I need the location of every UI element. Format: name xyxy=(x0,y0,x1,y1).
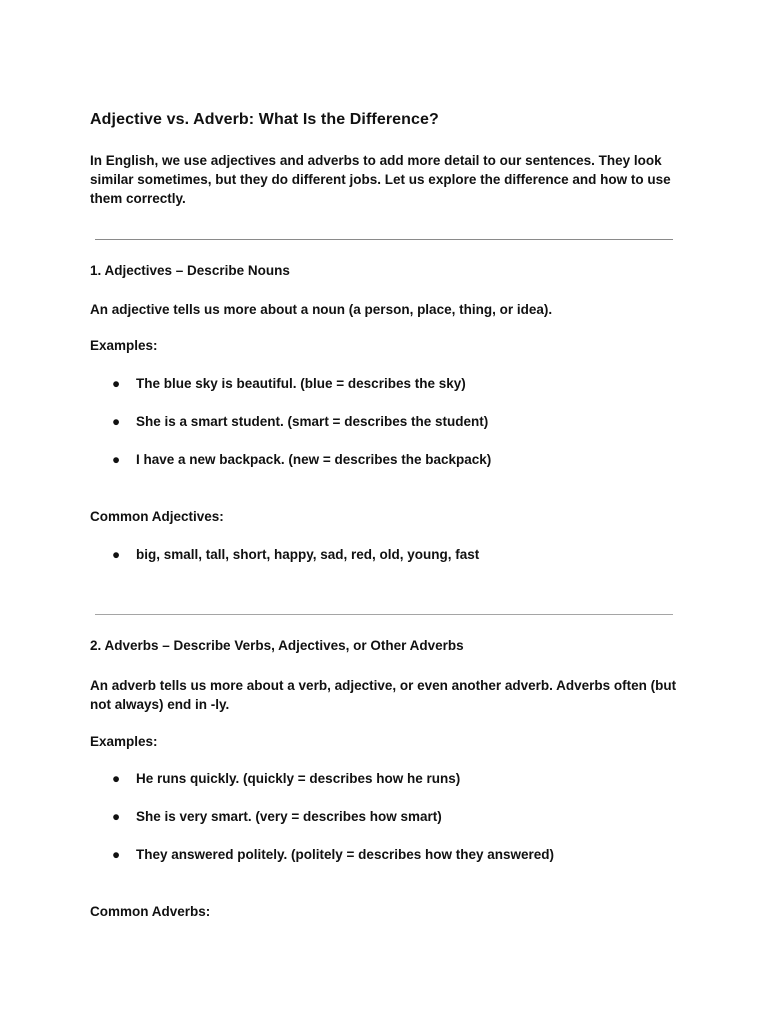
section-divider xyxy=(95,239,673,240)
adverbs-description: An adverb tells us more about a verb, adjective, or even another adverb. Adverbs often (but not always) end in -ly. xyxy=(90,678,677,712)
list-item-text: The blue sky is beautiful. (blue = describes the sky) xyxy=(136,376,466,391)
bullet-icon: ● xyxy=(112,847,121,862)
list-item xyxy=(112,771,460,786)
common-adverbs-label: Common Adverbs: xyxy=(90,904,211,919)
list-item xyxy=(112,547,479,562)
list-item xyxy=(112,376,466,391)
section-heading-adjectives: 1. Adjectives – Describe Nouns xyxy=(90,263,290,278)
list-item xyxy=(112,809,442,824)
list-item xyxy=(112,847,554,862)
list-item-text: He runs quickly. (quickly = describes how he runs) xyxy=(136,771,461,786)
adjectives-examples-label: Examples: xyxy=(90,338,158,353)
bullet-icon: ● xyxy=(112,452,121,467)
list-item xyxy=(112,452,491,467)
intro-paragraph: In English, we use adjectives and adverbs to add more detail to our sentences. They look similar sometimes, but they do different jobs. Let us explore the difference and how to use them correctly. xyxy=(90,153,671,206)
list-item-text: big, small, tall, short, happy, sad, red, old, young, fast xyxy=(136,547,480,562)
list-item xyxy=(112,414,488,429)
list-item-text: She is very smart. (very = describes how smart) xyxy=(136,809,442,824)
common-adjectives-label: Common Adjectives: xyxy=(90,509,224,524)
bullet-icon: ● xyxy=(112,376,121,391)
section-heading-adverbs: 2. Adverbs – Describe Verbs, Adjectives, or Other Adverbs xyxy=(90,638,464,653)
list-item-text: I have a new backpack. (new = describes the backpack) xyxy=(136,452,492,467)
bullet-icon: ● xyxy=(112,414,121,429)
adjectives-description: An adjective tells us more about a noun (a person, place, thing, or idea). xyxy=(90,302,553,317)
section-divider xyxy=(95,614,673,615)
bullet-icon: ● xyxy=(112,547,121,562)
adverbs-examples-label: Examples: xyxy=(90,734,158,749)
page-title: Adjective vs. Adverb: What Is the Difference? xyxy=(90,111,439,128)
bullet-icon: ● xyxy=(112,771,121,786)
bullet-icon: ● xyxy=(112,809,121,824)
list-item-text: They answered politely. (politely = describes how they answered) xyxy=(136,847,554,862)
list-item-text: She is a smart student. (smart = describes the student) xyxy=(136,414,489,429)
